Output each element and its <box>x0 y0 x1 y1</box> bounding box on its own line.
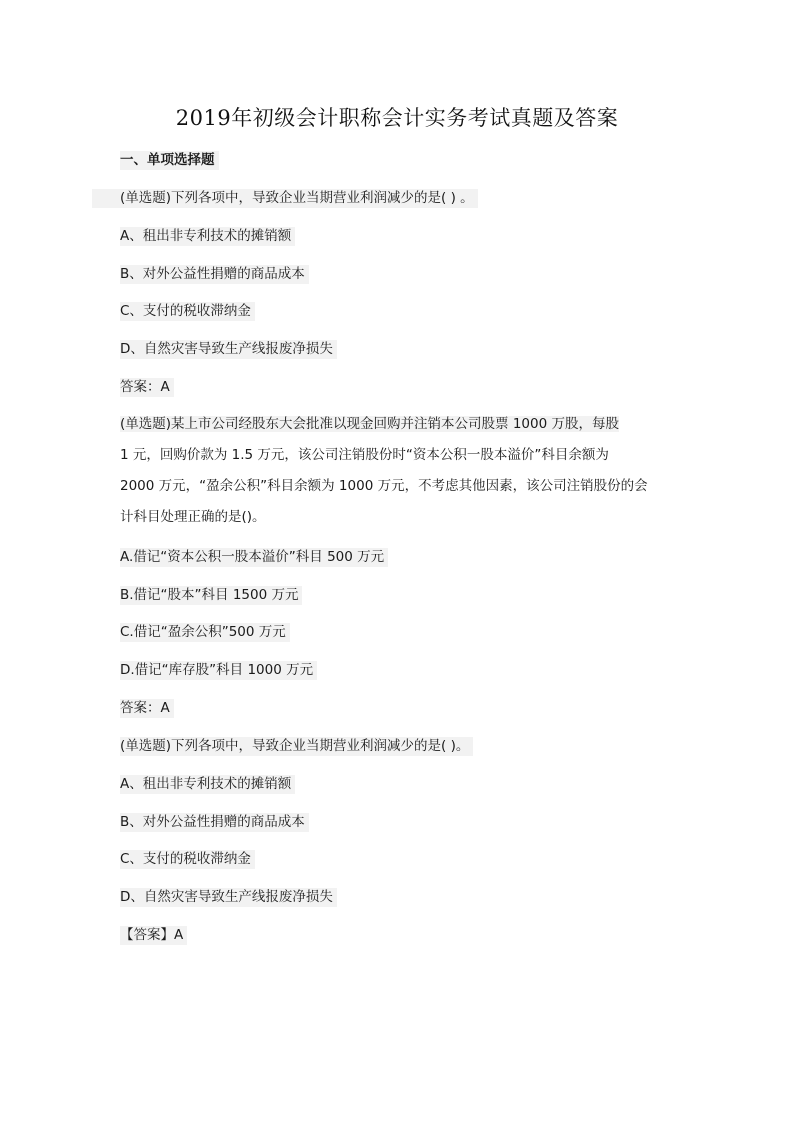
question-1-stem: (单选题)下列各项中，导致企业当期营业利润减少的是( ) 。 <box>92 189 478 208</box>
question-2-stem-line-4: 计科目处理正确的是()。 <box>120 509 266 525</box>
question-2-stem-cont <box>120 440 680 471</box>
question-2-stem-line-2: 1 元，回购价款为 1.5 万元，该公司注销股份时“资本公积一股本溢价”科目余额为 <box>120 447 609 463</box>
question-2-stem-line-1: (单选题)某上市公司经股东大会批准以现金回购并注销本公司股票 1000 万股，每股 <box>120 416 619 432</box>
question-1-answer: 答案：A <box>120 378 174 397</box>
question-1-option-c: C、支付的税收滞纳金 <box>120 302 255 321</box>
question-3-option-a: A、租出非专利技术的摊销额 <box>120 775 295 794</box>
question-2-option-c: C.借记“盈余公积”500 万元 <box>120 623 290 642</box>
question-1-option-a: A、租出非专利技术的摊销额 <box>120 227 295 246</box>
question-2-stem <box>120 409 680 440</box>
question-3-option-d: D、自然灾害导致生产线报废净损失 <box>120 888 337 907</box>
question-2-answer: 答案：A <box>120 699 174 718</box>
question-3-option-c: C、支付的税收滞纳金 <box>120 850 255 869</box>
question-2-option-b: B.借记“股本”科目 1500 万元 <box>120 586 302 605</box>
question-1-option-d: D、自然灾害导致生产线报废净损失 <box>120 340 337 359</box>
question-2-stem-cont-3 <box>120 502 680 533</box>
document-title: 2019年初级会计职称会计实务考试真题及答案 <box>175 106 619 130</box>
question-1-option-b: B、对外公益性捐赠的商品成本 <box>120 265 309 284</box>
question-2-stem-cont-2 <box>120 471 680 502</box>
question-2-option-a: A.借记“资本公积一股本溢价”科目 500 万元 <box>120 548 388 567</box>
question-3-answer: 【答案】A <box>120 926 187 945</box>
question-2-option-d: D.借记“库存股”科目 1000 万元 <box>120 661 317 680</box>
question-3-stem: (单选题)下列各项中，导致企业当期营业利润减少的是( )。 <box>120 737 473 756</box>
question-2-stem-line-3: 2000 万元，“盈余公积”科目余额为 1000 万元，不考虑其他因素，该公司注销股份的会 <box>120 478 648 494</box>
section-heading: 一、单项选择题 <box>120 151 219 170</box>
question-3-option-b: B、对外公益性捐赠的商品成本 <box>120 813 309 832</box>
